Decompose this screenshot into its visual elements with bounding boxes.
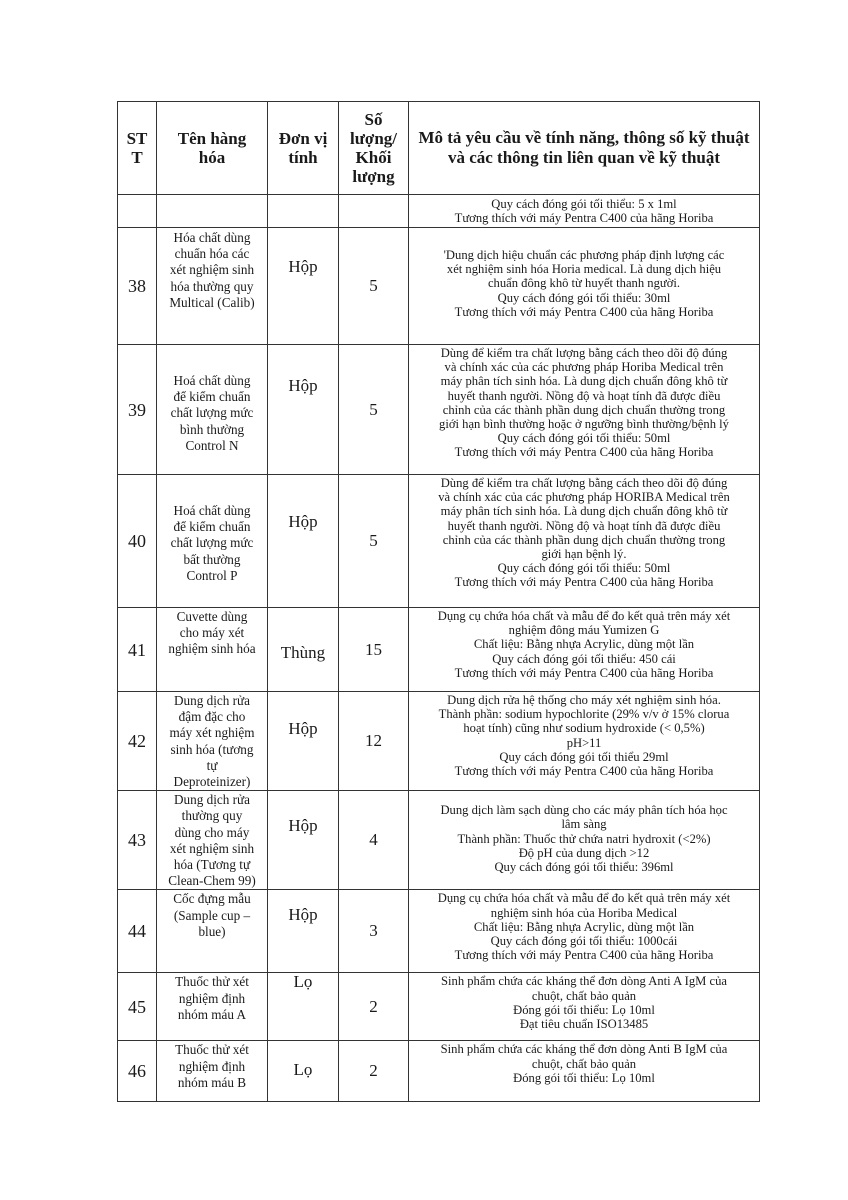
item-name-line: để kiểm chuẩn <box>173 519 251 535</box>
header-unit-line: Đơn vị <box>278 129 328 148</box>
item-name-line: chất lượng mức <box>170 535 254 551</box>
item-name-line: xét nghiệm sinh <box>169 262 255 278</box>
item-name-line: chất lượng mức <box>170 405 254 421</box>
row-description <box>409 973 760 1041</box>
unit-value: Thùng <box>280 643 326 662</box>
row-stt: 45 <box>118 973 157 1041</box>
table-row <box>118 692 760 791</box>
description-line: Độ pH của dung dịch >12 <box>518 845 650 860</box>
continuation-unit-cell <box>268 195 339 228</box>
description-line: Quy cách đóng gói tối thiểu 29ml <box>499 749 669 764</box>
row-stt: 40 <box>118 475 157 608</box>
unit-value: Hộp <box>288 257 318 276</box>
item-name-line: máy xét nghiệm <box>169 725 255 741</box>
header-stt <box>118 102 157 195</box>
item-name-line: Multical (Calib) <box>169 294 255 310</box>
item-name-line: blue) <box>198 923 226 939</box>
row-stt: 42 <box>118 692 157 791</box>
row-item-name <box>157 791 268 890</box>
item-name-line: (Sample cup – <box>173 907 251 923</box>
description-line: Tương thích với máy Pentra C400 của hãng Horiba <box>454 211 714 226</box>
row-item-name <box>157 345 268 475</box>
unit-value: Lọ <box>293 1060 313 1080</box>
continuation-name-cell <box>157 195 268 228</box>
header-quantity-line: Khối <box>355 148 392 167</box>
item-name-line: Cuvette dùng <box>176 609 248 624</box>
item-name-line: thường quy <box>181 808 243 824</box>
description-line: Tương thích với máy Pentra C400 của hãng Horiba <box>454 445 714 460</box>
description-line: Quy cách đóng gói tối thiểu: 5 x 1ml <box>491 197 677 211</box>
table-row <box>118 973 760 1041</box>
header-description-line: và các thông tin liên quan về kỹ thuật <box>447 148 721 167</box>
row-description <box>409 228 760 345</box>
header-quantity-line: lượng <box>352 167 395 186</box>
row-quantity: 3 <box>339 890 409 973</box>
header-unit-line: tính <box>288 148 318 167</box>
item-name-line: Hoá chất dùng <box>173 503 251 518</box>
row-stt: 41 <box>118 608 157 692</box>
header-name <box>157 102 268 195</box>
description-line: Dùng để kiểm tra chất lượng bằng cách theo dõi độ đúng <box>440 476 728 490</box>
description-line: giới hạn bệnh lý. <box>541 547 627 562</box>
description-line: xét nghiệm sinh hóa Horia medical. Là dung dịch hiệu <box>446 262 722 277</box>
description-line: máy phân tích sinh hóa. Là dung dịch chuẩn đông khô từ <box>440 374 728 389</box>
item-name-line: hóa thường quy <box>170 278 254 294</box>
row-unit <box>268 345 339 475</box>
description-line: huyết thanh người. Nồng độ và hoạt tính đã được điều <box>447 388 721 403</box>
row-quantity: 2 <box>339 973 409 1041</box>
row-stt: 44 <box>118 890 157 973</box>
description-line: Dụng cụ chứa hóa chất và mẫu để đo kết quả trên máy xét <box>437 891 731 906</box>
header-name-line: hóa <box>198 148 226 167</box>
description-line: Quy cách đóng gói tối thiểu: 50ml <box>497 561 671 576</box>
description-line: Tương thích với máy Pentra C400 của hãng Horiba <box>454 575 714 590</box>
row-quantity: 2 <box>339 1041 409 1102</box>
row-quantity: 15 <box>339 608 409 692</box>
item-name-line: Clean-Chem 99) <box>168 873 256 889</box>
description-line: nghiệm đông máu Yumizen G <box>508 623 660 638</box>
description-line: máy phân tích sinh hóa. Là dung dịch chuẩn đông khô từ <box>440 504 728 519</box>
description-line: lâm sàng <box>561 817 607 832</box>
item-name-line: Dung dịch rửa <box>174 693 250 708</box>
row-quantity: 4 <box>339 791 409 890</box>
item-name-line: Hoá chất dùng <box>173 373 251 388</box>
description-line: Đóng gói tối thiểu: Lọ 10ml <box>513 1002 655 1017</box>
row-item-name <box>157 228 268 345</box>
item-name-line: Control P <box>186 567 238 583</box>
row-unit <box>268 692 339 791</box>
description-line: chỉnh của các thành phần dung dịch chuẩn thường trong <box>442 532 726 547</box>
unit-value: Hộp <box>288 512 318 531</box>
description-line: Dung dịch rửa hệ thống cho máy xét nghiệm sinh hóa. <box>447 693 721 707</box>
description-line: chuột, chất bảo quản <box>531 1056 637 1071</box>
row-description <box>409 791 760 890</box>
description-line: Dung dịch làm sạch dùng cho các máy phân tích hóa học <box>440 803 728 818</box>
item-name-line: nghiệm sinh hóa <box>168 641 256 657</box>
table-row <box>118 228 760 345</box>
item-name-line: cho máy xét <box>179 625 245 641</box>
item-name-line: bất thường <box>183 551 241 567</box>
row-unit <box>268 973 339 1041</box>
description-line: chuẩn đông khô từ huyết thanh người. <box>487 276 681 291</box>
description-line: Quy cách đóng gói tối thiểu: 396ml <box>494 860 674 875</box>
description-line: chuột, chất bảo quản <box>531 988 637 1003</box>
description-line: 'Dung dịch hiệu chuẩn các phương pháp định lượng các <box>443 248 725 262</box>
item-name-line: bình thường <box>179 421 245 437</box>
header-name-line: Tên hàng <box>177 129 247 148</box>
row-item-name <box>157 608 268 692</box>
item-name-line: Control N <box>185 437 239 453</box>
description-line: Tương thích với máy Pentra C400 của hãng Horiba <box>454 948 714 963</box>
row-unit <box>268 1041 339 1102</box>
row-quantity: 5 <box>339 228 409 345</box>
header-unit <box>268 102 339 195</box>
row-stt: 43 <box>118 791 157 890</box>
description-line: chỉnh của các thành phần dung dịch chuẩn thường trong <box>442 402 726 417</box>
continuation-stt-cell <box>118 195 157 228</box>
row-item-name <box>157 973 268 1041</box>
item-name-line: Hóa chất dùng <box>173 230 251 245</box>
row-stt: 39 <box>118 345 157 475</box>
description-line: hoạt tính) cũng như sodium hydroxide (< 0,5%) <box>463 721 705 736</box>
header-quantity-line: Số <box>364 110 383 129</box>
row-unit <box>268 475 339 608</box>
row-item-name <box>157 475 268 608</box>
item-name-line: dùng cho máy <box>174 824 250 840</box>
description-line: và chính xác của các phương pháp HORIBA Medical trên <box>438 490 730 505</box>
specification-table <box>117 101 760 1102</box>
unit-value: Hộp <box>288 816 318 836</box>
row-description <box>409 345 760 475</box>
description-line: Tương thích với máy Pentra C400 của hãng Horiba <box>454 665 714 680</box>
header-stt-line: T <box>131 148 143 167</box>
table-row <box>118 890 760 973</box>
description-line: Sinh phẩm chứa các kháng thể đơn dòng Anti A IgM của <box>441 974 727 989</box>
description-line: Quy cách đóng gói tối thiểu: 1000cái <box>490 934 678 949</box>
table-row <box>118 608 760 692</box>
row-quantity: 5 <box>339 475 409 608</box>
item-name-line: nhóm máu B <box>177 1074 247 1090</box>
row-unit <box>268 228 339 345</box>
item-name-line: nhóm máu A <box>177 1006 247 1022</box>
unit-value: Hộp <box>288 719 318 738</box>
row-description <box>409 692 760 791</box>
row-item-name <box>157 1041 268 1102</box>
header-stt-line: ST <box>126 129 148 148</box>
continuation-row <box>118 195 760 228</box>
item-name-line: đậm đặc cho <box>178 709 246 725</box>
row-unit <box>268 608 339 692</box>
row-stt: 46 <box>118 1041 157 1102</box>
description-line: và chính xác của các phương pháp Horiba Medical trên <box>444 360 724 375</box>
description-line: Quy cách đóng gói tối thiểu: 30ml <box>497 290 671 305</box>
description-line: Thành phần: sodium hypochlorite (29% v/v ở 15% clorua <box>438 707 730 722</box>
description-line: Quy cách đóng gói tối thiểu: 450 cái <box>492 651 676 666</box>
table-row <box>118 475 760 608</box>
row-item-name <box>157 890 268 973</box>
item-name-line: xét nghiệm sinh <box>169 840 255 856</box>
row-description <box>409 890 760 973</box>
item-name-line: để kiểm chuẩn <box>173 389 251 405</box>
description-line: Đóng gói tối thiểu: Lọ 10ml <box>513 1070 655 1085</box>
item-name-line: nghiệm định <box>178 1058 246 1074</box>
description-line: giới hạn bình thường hoặc ở ngưỡng bình thường/bệnh lý <box>439 417 729 432</box>
row-unit <box>268 791 339 890</box>
header-quantity <box>339 102 409 195</box>
item-name-line: Thuốc thử xét <box>175 974 249 990</box>
header-description-line: Mô tả yêu cầu về tính năng, thông số kỹ thuật <box>418 128 750 147</box>
description-line: Tương thích với máy Pentra C400 của hãng Horiba <box>454 304 714 319</box>
item-name-line: hóa (Tương tự <box>173 857 251 873</box>
description-line: huyết thanh người. Nồng độ và hoạt tính đã được điều <box>447 518 721 533</box>
description-line: Chất liệu: Bằng nhựa Acrylic, dùng một lần <box>473 637 695 652</box>
item-name-line: Dung dịch rửa <box>174 792 250 808</box>
description-line: Sinh phẩm chứa các kháng thể đơn dòng Anti B IgM của <box>440 1042 728 1057</box>
continuation-description-cell <box>409 195 760 228</box>
row-description <box>409 608 760 692</box>
row-stt: 38 <box>118 228 157 345</box>
header-description <box>409 102 760 195</box>
unit-value: Hộp <box>288 376 318 395</box>
header-quantity-line: lượng/ <box>349 129 397 148</box>
row-description <box>409 1041 760 1102</box>
table-row <box>118 1041 760 1102</box>
row-quantity: 5 <box>339 345 409 475</box>
row-description <box>409 475 760 608</box>
description-line: pH>11 <box>566 735 602 750</box>
unit-value: Hộp <box>288 905 318 925</box>
description-line: Đạt tiêu chuẩn ISO13485 <box>519 1017 649 1032</box>
item-name-line: sinh hóa (tương <box>170 741 254 757</box>
table-row <box>118 345 760 475</box>
item-name-line: Deproteinizer) <box>173 774 251 790</box>
description-line: Tương thích với máy Pentra C400 của hãng Horiba <box>454 764 714 779</box>
item-name-line: Cốc đựng mẫu <box>173 891 251 907</box>
description-line: Thành phần: Thuốc thử chứa natri hydroxit (<2%) <box>457 831 711 846</box>
unit-value: Lọ <box>293 972 313 992</box>
description-line: Dụng cụ chứa hóa chất và mẫu để đo kết quả trên máy xét <box>437 609 731 623</box>
row-unit <box>268 890 339 973</box>
item-name-line: nghiệm định <box>178 990 246 1006</box>
table-header-row <box>118 102 760 195</box>
description-line: nghiệm sinh hóa của Horiba Medical <box>490 905 678 920</box>
description-line: Quy cách đóng gói tối thiểu: 50ml <box>497 431 671 446</box>
description-line: Dùng để kiểm tra chất lượng bằng cách theo dõi độ đúng <box>440 346 728 360</box>
continuation-qty-cell <box>339 195 409 228</box>
item-name-line: tự <box>206 757 218 773</box>
row-item-name <box>157 692 268 791</box>
table-row <box>118 791 760 890</box>
item-name-line: Thuốc thử xét <box>175 1042 249 1058</box>
description-line: Chất liệu: Bằng nhựa Acrylic, dùng một lần <box>473 919 695 934</box>
row-quantity: 12 <box>339 692 409 791</box>
item-name-line: chuẩn hóa các <box>174 246 250 262</box>
